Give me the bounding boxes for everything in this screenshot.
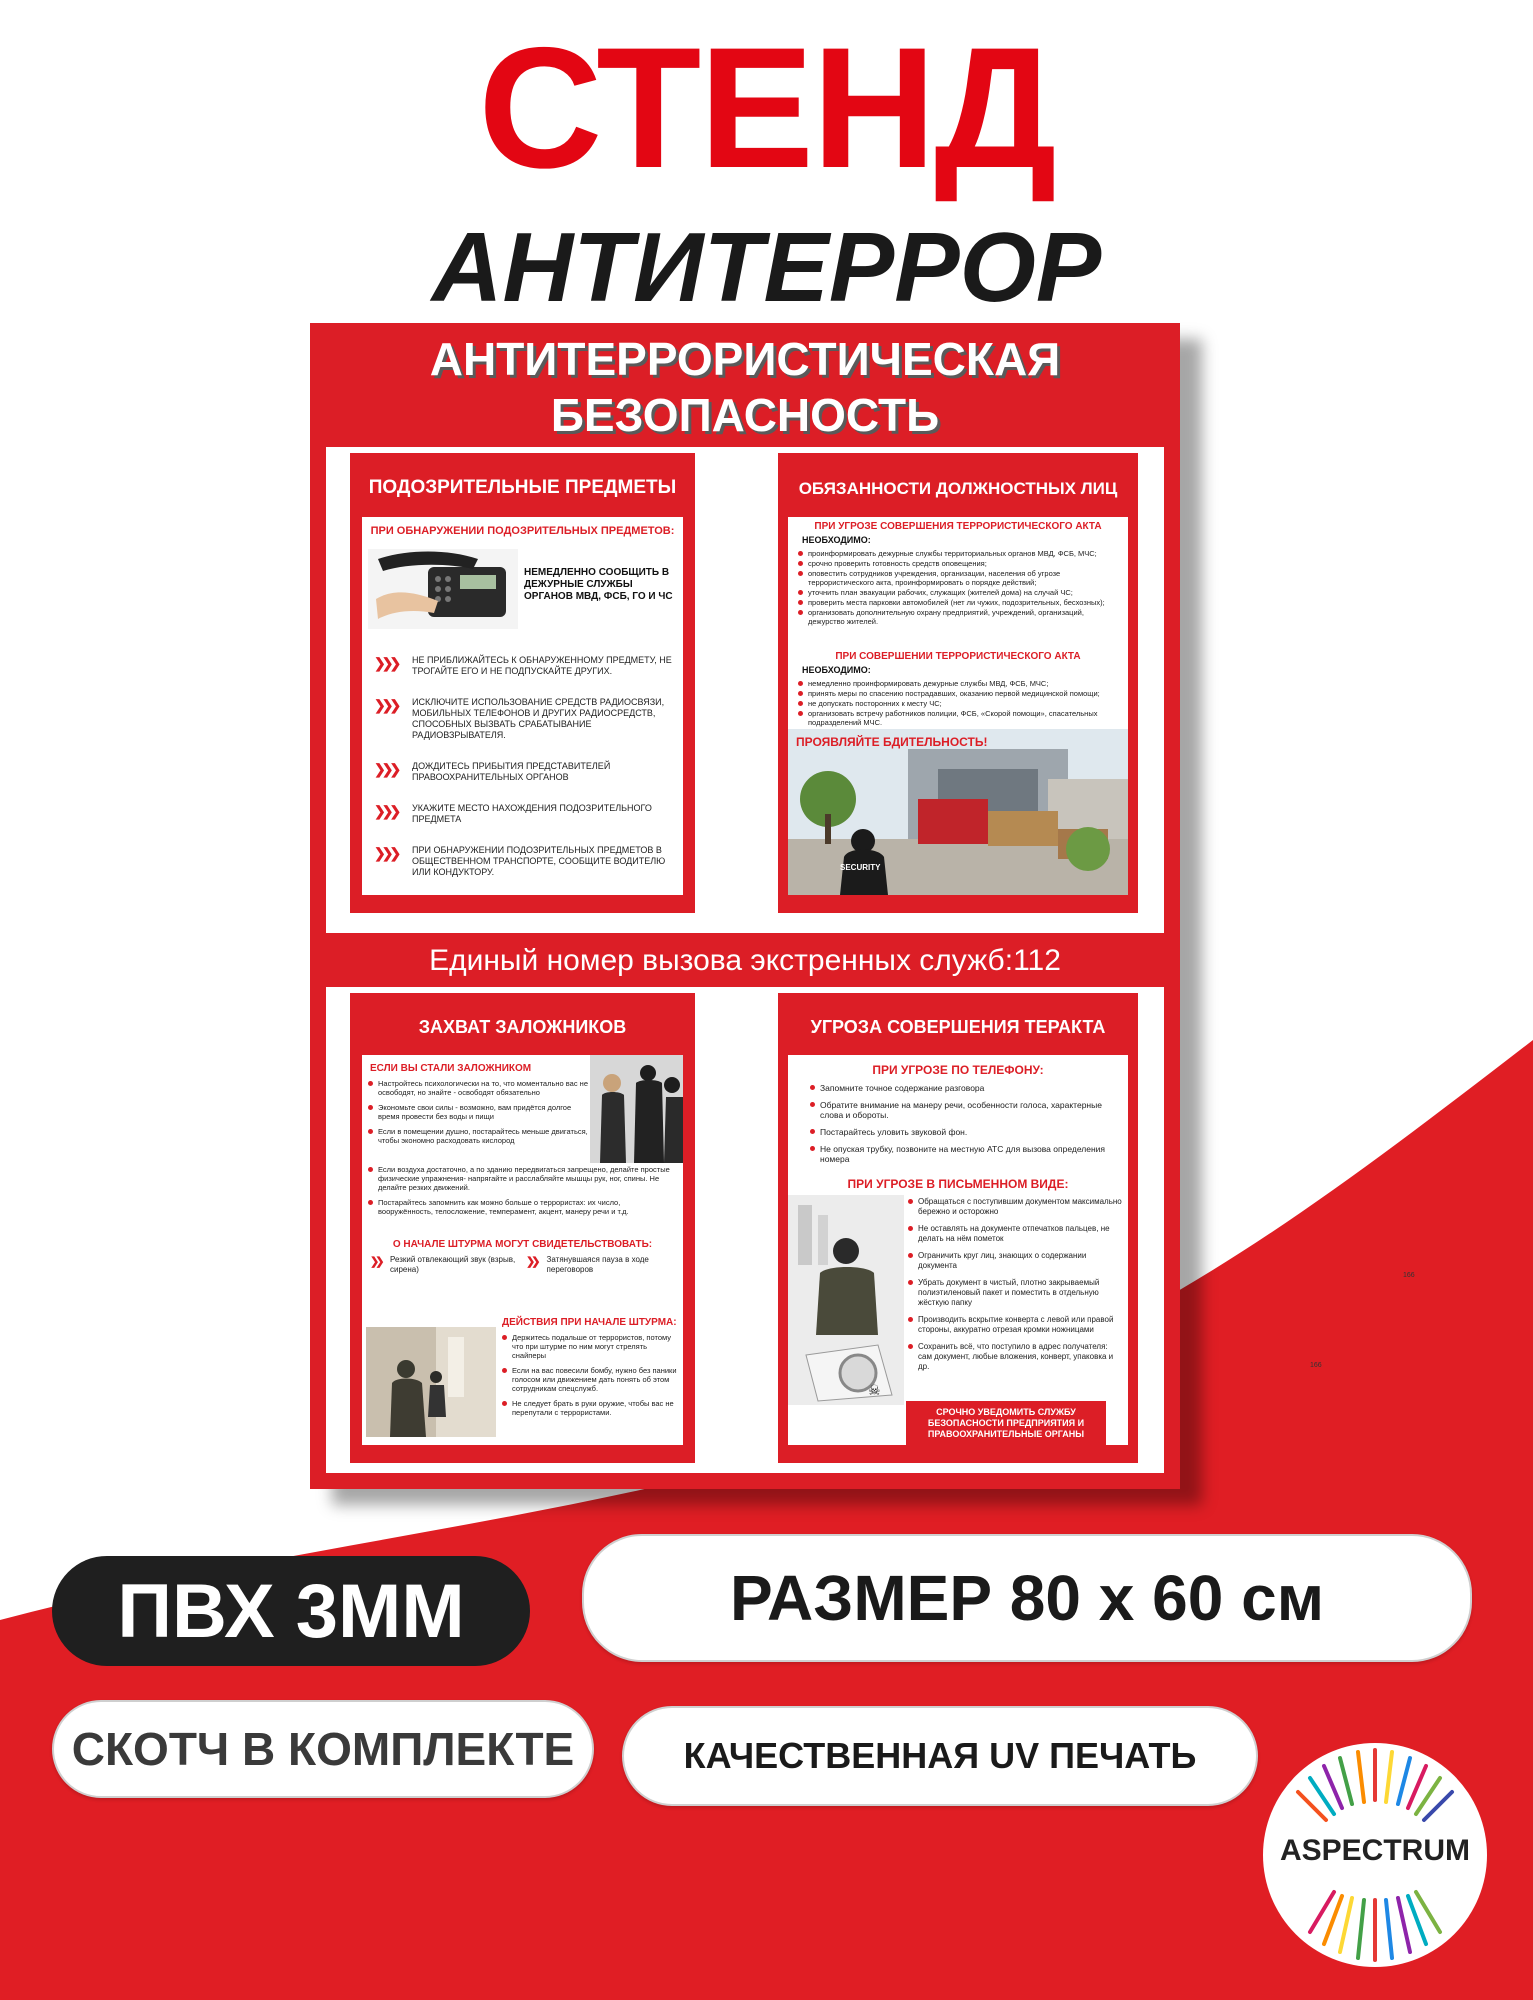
list-item: организовать встречу работников полиции, ФСБ, «Скорой помощи», спасательных подразделений МЧС. [796, 709, 1122, 727]
stand-title-line2: БЕЗОПАСНОСТЬ [550, 389, 940, 441]
aspectrum-logo [1260, 1740, 1490, 1970]
assault-sign [526, 1255, 676, 1275]
phone-list [808, 1083, 1108, 1171]
list-item: оповестить сотрудников учреждения, организации, населения об угрозе террористического акта, проинформировать о порядке действий; [796, 569, 1122, 587]
panel-threat-title: УГРОЗА СОВЕРШЕНИЯ ТЕРАКТА [810, 1017, 1106, 1037]
material-badge: ПВХ 3ММ [52, 1556, 530, 1666]
panel-hostages-title: ЗАХВАТ ЗАЛОЖНИКОВ [418, 1017, 627, 1037]
tiny-mark: 166 [1403, 1272, 1415, 1279]
necessary-label: НЕОБХОДИМО: [802, 665, 871, 675]
list-item: Держитесь подальше от террористов, потому что при штурме по ним могут стрелять снайперы [500, 1333, 680, 1360]
list-item: немедленно проинформировать дежурные службы МВД, ФСБ, МЧС; [796, 679, 1122, 688]
security-label: SECURITY [840, 863, 881, 872]
suspicious-list [374, 655, 674, 878]
panel-threat-body [788, 1055, 1128, 1445]
list-item: Запомните точное содержание разговора [808, 1083, 1108, 1093]
warehouse-photo [788, 729, 1128, 895]
panel-duties [778, 453, 1138, 913]
list-item [374, 697, 674, 741]
panel-hostages [350, 993, 695, 1463]
list-item: срочно проверить готовность средств оповещения; [796, 559, 1122, 568]
actions-heading: ДЕЙСТВИЯ ПРИ НАЧАЛЕ ШТУРМА: [502, 1317, 677, 1328]
phone-call-icon [368, 549, 518, 629]
hostage-list-continued [366, 1165, 676, 1217]
list-item: Настройтесь психологически на то, что моментально вас не освободят, но знайте - освободят обязательно [366, 1079, 588, 1097]
panel-suspicious-body [362, 517, 683, 895]
list-item: уточнить план эвакуации рабочих, служащих (жителей дома) на случай ЧС; [796, 588, 1122, 597]
list-item: не допускать посторонних к месту ЧС; [796, 699, 1122, 708]
assault-sign-text: Затянувшаяся пауза в ходе переговоров [546, 1255, 649, 1274]
assault-sign-text: Резкий отвлекающий звук (взрыв, сирена) [389, 1255, 516, 1274]
list-item: Экономьте свои силы - возможно, вам придётся долгое время провести без воды и пищи [366, 1103, 588, 1121]
panel-threat [778, 993, 1138, 1463]
emergency-number: Единый номер вызова экстренных служб:112 [429, 944, 1061, 977]
sheet-number: 142 [1148, 1465, 1160, 1472]
list-item-text: ПРИ ОБНАРУЖЕНИИ ПОДОЗРИТЕЛЬНЫХ ПРЕДМЕТОВ В ОБЩЕСТВЕННОМ ТРАНСПОРТЕ, СООБЩИТЕ ВОДИТЕЛЮ ИЛИ КОНДУКТОРУ. [412, 845, 666, 877]
hostage-heading: ЕСЛИ ВЫ СТАЛИ ЗАЛОЖНИКОМ [370, 1063, 532, 1074]
chevron-icon: ❯❯❯ [374, 655, 398, 671]
written-list [906, 1197, 1122, 1373]
list-item: Обратите внимание на манеру речи, особенности голоса, характерные слова и обороты. [808, 1100, 1108, 1120]
list-item: организовать дополнительную охрану предприятий, учреждений, организаций, дежурство жителей. [796, 608, 1122, 626]
chevron-icon: ❯❯ [526, 1256, 537, 1268]
print-badge: КАЧЕСТВЕННАЯ UV ПЕЧАТЬ [622, 1706, 1258, 1806]
list-item [374, 655, 674, 677]
list-item [374, 761, 674, 783]
panel-suspicious-title: ПОДОЗРИТЕЛЬНЫЕ ПРЕДМЕТЫ [368, 477, 677, 498]
panel-duties-title: ОБЯЗАННОСТИ ДОЛЖНОСТНЫХ ЛИЦ [798, 479, 1118, 498]
svg-text:☠: ☠ [868, 1383, 881, 1399]
assault-photo [366, 1327, 496, 1437]
list-item: принять меры по спасению пострадавших, оказанию первой медицинской помощи; [796, 689, 1122, 698]
phone-heading: ПРИ УГРОЗЕ ПО ТЕЛЕФОНУ: [872, 1063, 1044, 1077]
list-item: Ограничить круг лиц, знающих о содержании документа [906, 1251, 1122, 1271]
threat-list [796, 549, 1122, 627]
hostages-photo [590, 1055, 683, 1163]
chevron-icon: ❯❯❯ [374, 697, 398, 713]
list-item: Постарайтесь уловить звуковой фон. [808, 1127, 1108, 1137]
logo-text: ASPECTRUM [1279, 1834, 1470, 1867]
stand-title-line1: АНТИТЕРРОРИСТИЧЕСКАЯ [429, 333, 1061, 385]
chevron-icon: ❯❯❯ [374, 845, 398, 861]
chevron-icon: ❯❯ [370, 1256, 381, 1268]
list-item: Постарайтесь запомнить как можно больше о террористах: их число, вооружённость, телосложение, темперамент, акцент, манеру речи и т.д. [366, 1198, 676, 1216]
list-item-text: НЕ ПРИБЛИЖАЙТЕСЬ К ОБНАРУЖЕННОМУ ПРЕДМЕТУ, НЕ ТРОГАЙТЕ ЕГО И НЕ ПОДПУСКАЙТЕ ДРУГИХ. [412, 655, 672, 676]
list-item: проверить места парковки автомобилей (нет ли чужих, подозрительных, бесхозных); [796, 598, 1122, 607]
list-item: проинформировать дежурные службы территориальных органов МВД, ФСБ, МЧС; [796, 549, 1122, 558]
size-badge: РАЗМЕР 80 х 60 см [582, 1534, 1472, 1662]
list-item: Если на вас повесили бомбу, нужно без паники голосом или движением дать понять об этом сотрудникам спецслужб. [500, 1366, 680, 1393]
list-item: Если в помещении душно, постарайтесь меньше двигаться, чтобы экономно расходовать кислород [366, 1127, 588, 1145]
act-heading: ПРИ СОВЕРШЕНИИ ТЕРРОРИСТИЧЕСКОГО АКТА [835, 651, 1081, 662]
list-item-text: ДОЖДИТЕСЬ ПРИБЫТИЯ ПРЕДСТАВИТЕЛЕЙ ПРАВООХРАНИТЕЛЬНЫХ ОРГАНОВ [412, 761, 611, 782]
list-item: Не опуская трубку, позвоните на местную АТС для вызова определения номера [808, 1144, 1108, 1164]
tape-badge: СКОТЧ В КОМПЛЕКТЕ [52, 1700, 594, 1798]
panel-suspicious [350, 453, 695, 913]
list-item [374, 845, 674, 878]
stand-title [310, 331, 1180, 443]
list-item: Сохранить всё, что поступило в адрес получателя: сам документ, любые вложения, конверт, упаковка и др. [906, 1342, 1122, 1372]
list-item: Производить вскрытие конверта с левой или правой стороны, аккуратно отрезая кромки ножницами [906, 1315, 1122, 1335]
vigilance-label: ПРОЯВЛЯЙТЕ БДИТЕЛЬНОСТЬ! [796, 735, 988, 749]
panel-duties-body [788, 517, 1128, 895]
list-item: Убрать документ в чистый, плотно закрываемый полиэтиленовый пакет и поместить в отдельную жёсткую папку [906, 1278, 1122, 1308]
necessary-label: НЕОБХОДИМО: [802, 535, 871, 545]
suspicious-subtitle: ПРИ ОБНАРУЖЕНИИ ПОДОЗРИТЕЛЬНЫХ ПРЕДМЕТОВ: [370, 525, 675, 537]
panel-hostages-body [362, 1055, 683, 1445]
chevron-icon: ❯❯❯ [374, 803, 398, 819]
tiny-mark: 166 [1310, 1362, 1322, 1369]
list-item: Если воздуха достаточно, а по зданию передвигаться запрещено, делайте простые физические упражнения- напрягайте и расслабляйте мышцы рук, ног, спины. Не делайте резких движений. [366, 1165, 676, 1192]
stand-poster [310, 323, 1180, 1489]
call-instruction: НЕМЕДЛЕННО СООБЩИТЬ В ДЕЖУРНЫЕ СЛУЖБЫ ОРГАНОВ МВД, ФСБ, ГО И ЧС [524, 567, 673, 602]
list-item: Обращаться с поступившим документом максимально бережно и осторожно [906, 1197, 1122, 1217]
written-heading: ПРИ УГРОЗЕ В ПИСЬМЕННОМ ВИДЕ: [847, 1177, 1069, 1191]
header-subtitle: АНТИТЕРРОР [431, 212, 1102, 322]
chevron-icon: ❯❯❯ [374, 761, 398, 777]
list-item: Не оставлять на документе отпечатков пальцев, не делать на нём пометок [906, 1224, 1122, 1244]
act-list [796, 679, 1122, 728]
assault-sign [370, 1255, 520, 1275]
list-item-text: УКАЖИТЕ МЕСТО НАХОЖДЕНИЯ ПОДОЗРИТЕЛЬНОГО ПРЕДМЕТА [412, 803, 652, 824]
threat-heading: ПРИ УГРОЗЕ СОВЕРШЕНИЯ ТЕРРОРИСТИЧЕСКОГО АКТА [814, 521, 1102, 532]
assault-heading: О НАЧАЛЕ ШТУРМА МОГУТ СВИДЕТЕЛЬСТВОВАТЬ: [392, 1239, 653, 1250]
list-item [374, 803, 674, 825]
list-item-text: ИСКЛЮЧИТЕ ИСПОЛЬЗОВАНИЕ СРЕДСТВ РАДИОСВЯЗИ, МОБИЛЬНЫХ ТЕЛЕФОНОВ И ДРУГИХ РАДИОСРЕДСТВ, СПОСОБНЫХ ВЫЗВАТЬ СРАБАТЫВАНИЕ РАДИОВЗРЫВАТЕЛЯ. [412, 697, 665, 740]
hostage-list [366, 1079, 588, 1151]
header-title: СТЕНД [478, 12, 1055, 204]
terrorist-photo [788, 1195, 904, 1405]
actions-list [500, 1333, 680, 1418]
list-item: Не следует брать в руки оружие, чтобы вас не перепутали с террористами. [500, 1399, 680, 1417]
notify-banner: СРОЧНО УВЕДОМИТЬ СЛУЖБУ БЕЗОПАСНОСТИ ПРЕДПРИЯТИЯ И ПРАВООХРАНИТЕЛЬНЫЕ ОРГАНЫ [906, 1401, 1106, 1446]
